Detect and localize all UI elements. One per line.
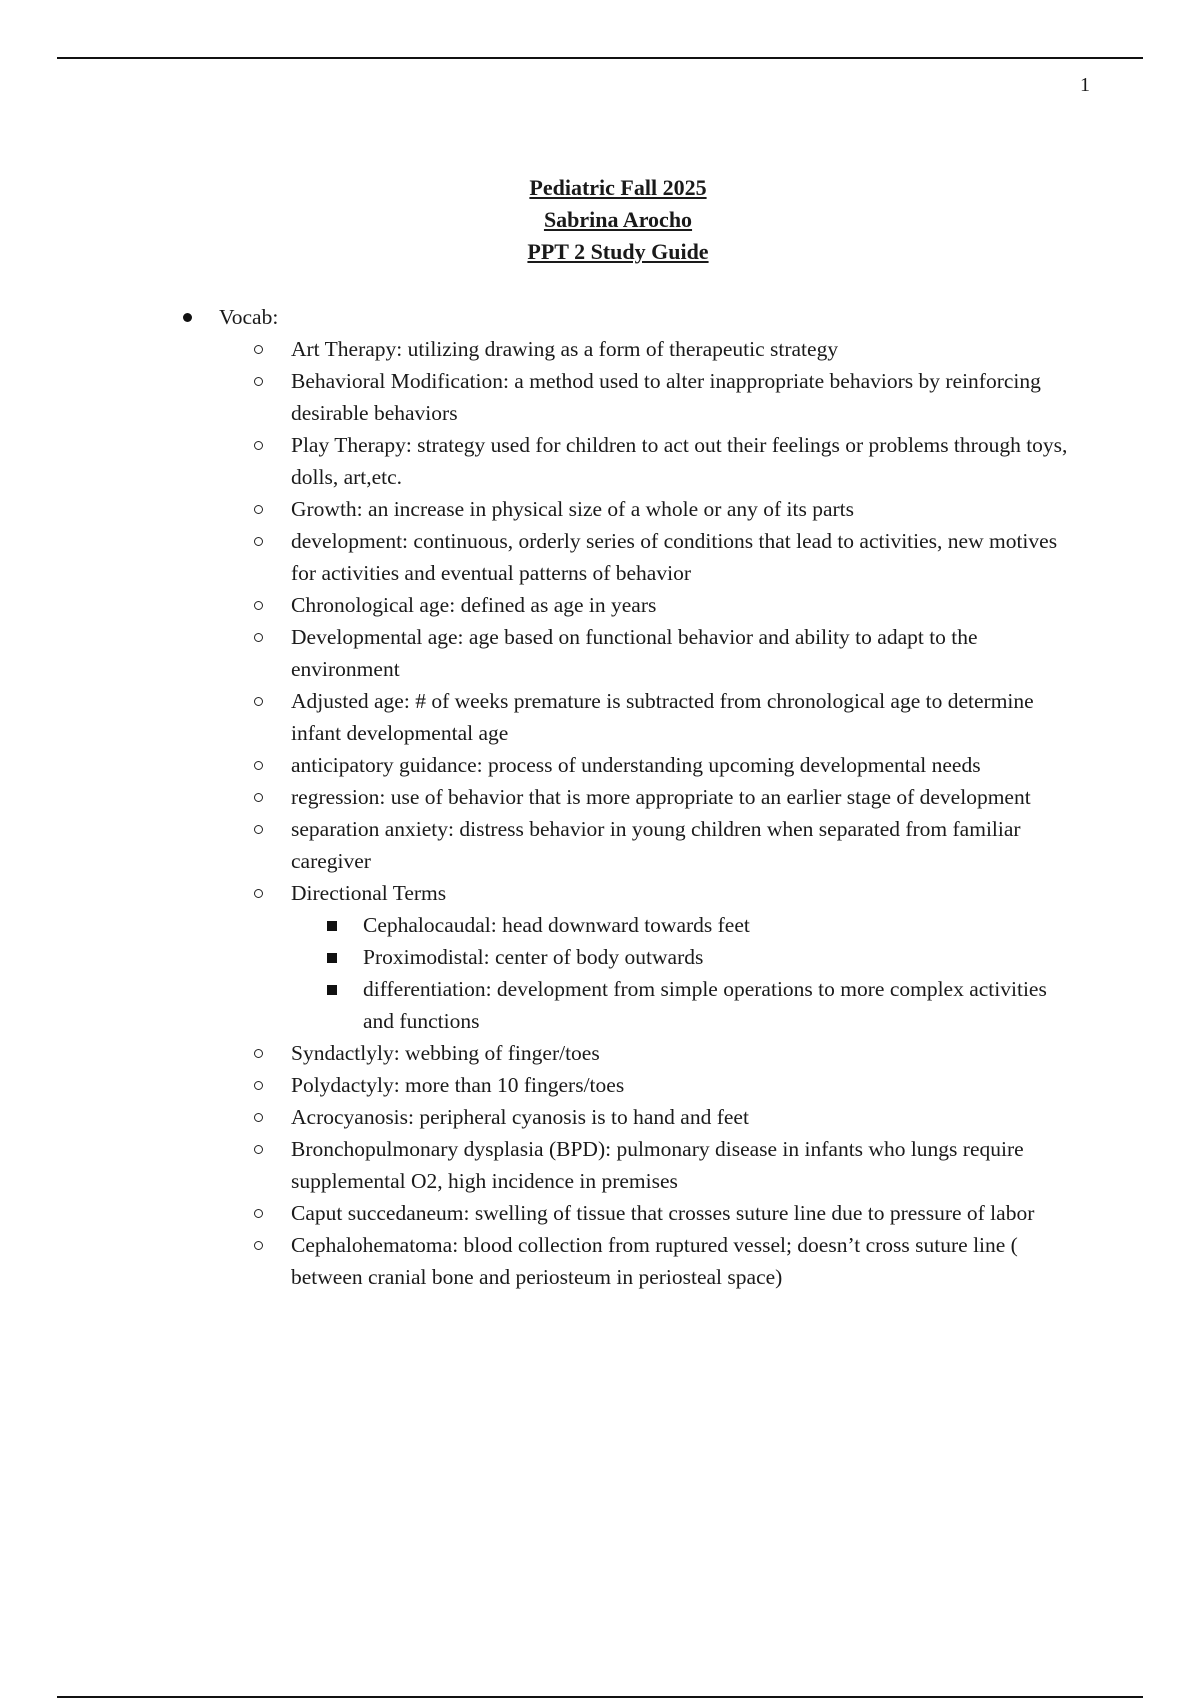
list-item: regression: use of behavior that is more appropriate to an earlier stage of development <box>0 781 1071 813</box>
bullet-circle-icon <box>254 781 263 813</box>
bullet-circle-icon <box>254 365 263 397</box>
list-item-directional-terms: Directional Terms <box>0 877 1071 909</box>
bullet-square-icon <box>327 909 337 941</box>
bullet-circle-icon <box>254 1037 263 1069</box>
list-item: Art Therapy: utilizing drawing as a form of therapeutic strategy <box>0 333 1071 365</box>
sub-list-item: differentiation: development from simple operations to more complex activities and functions <box>0 973 1063 1037</box>
bullet-circle-icon <box>254 877 263 909</box>
bullet-circle-icon <box>254 333 263 365</box>
bullet-circle-icon <box>254 429 263 461</box>
list-item: Behavioral Modification: a method used to alter inappropriate behaviors by reinforcing desirable behaviors <box>0 365 1071 429</box>
list-item: Growth: an increase in physical size of a whole or any of its parts <box>0 493 1071 525</box>
header-rule <box>57 57 1143 59</box>
bullet-circle-icon <box>254 749 263 781</box>
section-label: Vocab: <box>219 305 279 329</box>
document-subtitle: PPT 2 Study Guide <box>527 239 709 264</box>
document-author: Sabrina Arocho <box>543 207 693 232</box>
bullet-circle-icon <box>254 1101 263 1133</box>
list-item: Cephalohematoma: blood collection from ruptured vessel; doesn’t cross suture line ( between cranial bone and periosteum in periosteal space) <box>0 1229 1071 1293</box>
document-title: Pediatric Fall 2025 <box>529 175 707 200</box>
bullet-circle-icon <box>254 621 263 653</box>
list-item: anticipatory guidance: process of understanding upcoming developmental needs <box>0 749 1071 781</box>
section-vocab <box>0 301 1200 333</box>
list-item: Adjusted age: # of weeks premature is subtracted from chronological age to determine infant developmental age <box>0 685 1071 749</box>
list-item: Bronchopulmonary dysplasia (BPD): pulmonary disease in infants who lungs require supplemental O2, high incidence in premises <box>0 1133 1071 1197</box>
bullet-circle-icon <box>254 1069 263 1101</box>
bullet-circle-icon <box>254 685 263 717</box>
bullet-square-icon <box>327 973 337 1005</box>
list-item: Play Therapy: strategy used for children to act out their feelings or problems through toys, dolls, art,etc. <box>0 429 1071 493</box>
sub-list-item: Cephalocaudal: head downward towards feet <box>0 909 1063 941</box>
bullet-circle-icon <box>254 1229 263 1261</box>
list-item: Polydactyly: more than 10 fingers/toes <box>0 1069 1071 1101</box>
list-item: Syndactlyly: webbing of finger/toes <box>0 1037 1071 1069</box>
sub-list-item: Proximodistal: center of body outwards <box>0 941 1063 973</box>
bullet-square-icon <box>327 941 337 973</box>
bullet-circle-icon <box>254 813 263 845</box>
bullet-circle-icon <box>254 1133 263 1165</box>
list-item: development: continuous, orderly series of conditions that lead to activities, new motives for activities and eventual patterns of behavior <box>0 525 1071 589</box>
bullet-circle-icon <box>254 493 263 525</box>
list-item: Acrocyanosis: peripheral cyanosis is to hand and feet <box>0 1101 1071 1133</box>
list-item: Chronological age: defined as age in years <box>0 589 1071 621</box>
bullet-dot-icon <box>183 301 192 333</box>
footer-rule <box>57 1696 1143 1698</box>
list-item: Developmental age: age based on functional behavior and ability to adapt to the environment <box>0 621 1071 685</box>
bullet-circle-icon <box>254 525 263 557</box>
study-outline <box>0 301 1200 1293</box>
page-number: 1 <box>1080 74 1090 96</box>
bullet-circle-icon <box>254 589 263 621</box>
list-item: Caput succedaneum: swelling of tissue that crosses suture line due to pressure of labor <box>0 1197 1071 1229</box>
document-title-block <box>0 172 1200 268</box>
list-item: separation anxiety: distress behavior in young children when separated from familiar caregiver <box>0 813 1071 877</box>
bullet-circle-icon <box>254 1197 263 1229</box>
